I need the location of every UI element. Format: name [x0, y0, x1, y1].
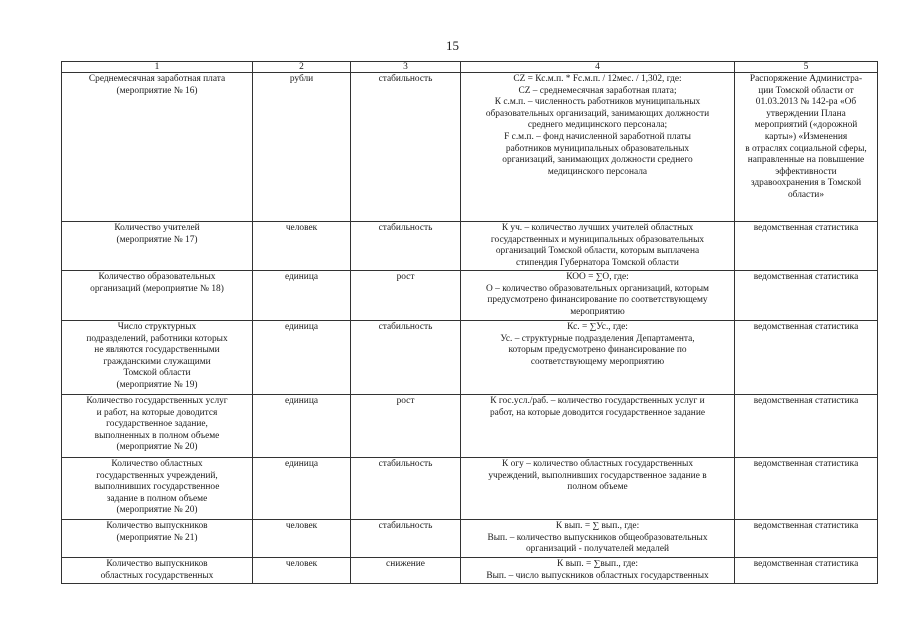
cell-text-line: соответствующему мероприятию	[530, 356, 665, 367]
source-cell	[735, 458, 878, 520]
cell-text-line: утверждении Плана	[766, 108, 846, 119]
source-cell	[735, 395, 878, 458]
method-cell	[461, 520, 735, 558]
cell-text-line: (мероприятие № 19)	[116, 379, 198, 390]
cell-text-line: среднего медицинского персонала;	[527, 120, 668, 131]
cell-text-line: работ, на которые доводится государственное задание	[489, 407, 706, 418]
method-cell	[461, 458, 735, 520]
unit-cell: единица	[253, 395, 351, 458]
page-number: 15	[446, 38, 459, 53]
source-cell	[735, 73, 878, 222]
cell-text-line: ции Томской области от	[758, 85, 854, 96]
column-number-1: 1	[62, 62, 253, 73]
cell-text-line: К вып. = ∑ вып., где:	[555, 521, 640, 531]
cell-text-line: Среднемесячная заработная плата	[88, 74, 226, 84]
table-row	[62, 271, 878, 321]
unit-cell: человек	[253, 558, 351, 584]
method-cell	[461, 321, 735, 395]
source-cell	[735, 222, 878, 271]
indicators-table	[61, 61, 878, 584]
trend-cell: стабильность	[351, 321, 461, 395]
trend-cell: стабильность	[351, 520, 461, 558]
cell-text-line: ведомственная статистика	[753, 559, 859, 569]
cell-text-line: ведомственная статистика	[753, 396, 859, 406]
method-cell	[461, 558, 735, 584]
cell-text-line: Количество областных	[111, 459, 203, 469]
cell-text-line: К уч. – количество лучших учителей областных	[501, 223, 694, 233]
cell-text-line: Количество выпускников	[106, 521, 208, 531]
unit-cell: единица	[253, 458, 351, 520]
unit-cell: единица	[253, 271, 351, 321]
trend-cell: рост	[351, 271, 461, 321]
cell-text-line: Распоряжение Администра-	[749, 74, 863, 84]
cell-text-line: (мероприятие № 20)	[116, 505, 198, 516]
cell-text-line: (мероприятие № 16)	[116, 85, 198, 96]
cell-text-line: карты») «Изменения	[764, 131, 848, 142]
cell-text-line: организаций (мероприятие № 18)	[90, 283, 224, 294]
source-cell	[735, 321, 878, 395]
cell-text-line: предусмотрено финансирование по соответствующему	[487, 295, 708, 306]
source-cell	[735, 558, 878, 584]
indicator-cell	[62, 558, 253, 584]
trend-cell: стабильность	[351, 458, 461, 520]
cell-text-line: CZ = Кс.м.п. * Fс.м.п. / 12мес. / 1,302, где:	[513, 74, 682, 84]
trend-cell: снижение	[351, 558, 461, 584]
table-row	[62, 395, 878, 458]
cell-text-line: К огу – количество областных государственных	[501, 459, 694, 469]
indicator-cell	[62, 520, 253, 558]
cell-text-line: выполненных в полном объеме	[94, 430, 220, 441]
cell-text-line: и работ, на которые доводится	[96, 407, 218, 418]
column-number-5: 5	[735, 62, 878, 73]
cell-text-line: государственных учреждений,	[96, 470, 218, 481]
indicator-cell	[62, 222, 253, 271]
cell-text-line: Количество учителей	[114, 223, 200, 233]
cell-text-line: стипендия Губернатора Томской области	[516, 257, 679, 268]
unit-cell: рубли	[253, 73, 351, 222]
method-cell	[461, 73, 735, 222]
cell-text-line: 01.03.2013 № 142-ра «Об	[755, 97, 857, 108]
cell-text-line: Количество государственных услуг	[86, 396, 228, 406]
table-row	[62, 458, 878, 520]
cell-text-line: Кс. = ∑Ус., где:	[567, 322, 628, 332]
cell-text-line: Ус. – структурные подразделения Департамента,	[500, 333, 695, 344]
cell-text-line: К с.м.п. – численность работников муниципальных	[494, 97, 701, 108]
cell-text-line: работников муниципальных образовательных	[505, 143, 690, 154]
cell-text-line: ведомственная статистика	[753, 459, 859, 469]
cell-text-line: мероприятию	[570, 306, 625, 317]
cell-text-line: организаций, занимающих должности среднего	[502, 155, 693, 166]
cell-text-line: подразделений, работники которых	[86, 333, 228, 344]
cell-text-line: мероприятий («дорожной	[754, 120, 858, 131]
indicator-cell	[62, 321, 253, 395]
cell-text-line: образовательных организаций, занимающих должности	[485, 108, 710, 119]
unit-cell: человек	[253, 520, 351, 558]
source-cell	[735, 520, 878, 558]
cell-text-line: организаций - получателей медалей	[525, 544, 670, 555]
cell-text-line: эффективности	[775, 166, 837, 177]
cell-text-line: направленные на повышение	[747, 155, 865, 166]
cell-text-line: КОО = ∑О, где:	[566, 272, 629, 282]
cell-text-line: учреждений, выполнивших государственное задание в	[488, 470, 707, 481]
cell-text-line: ведомственная статистика	[753, 322, 859, 332]
table-row	[62, 558, 878, 584]
cell-text-line: Вып. – число выпускников областных государственных	[486, 570, 709, 581]
cell-text-line: задание в полном объеме	[106, 493, 208, 504]
column-number-4: 4	[461, 62, 735, 73]
indicator-cell	[62, 271, 253, 321]
cell-text-line: ведомственная статистика	[753, 521, 859, 531]
table-header-row	[62, 62, 878, 73]
unit-cell: человек	[253, 222, 351, 271]
indicator-cell	[62, 395, 253, 458]
cell-text-line: ведомственная статистика	[753, 272, 859, 282]
cell-text-line: гражданскими служащими	[103, 356, 211, 367]
cell-text-line: государственное задание,	[106, 419, 208, 430]
indicator-cell	[62, 73, 253, 222]
cell-text-line: организаций Томской области, которым выплачена	[495, 246, 700, 257]
cell-text-line: областных государственных	[100, 570, 214, 581]
cell-text-line: которым предусмотрено финансирование по	[508, 345, 687, 356]
cell-text-line: Количество образовательных	[98, 272, 216, 282]
indicator-cell	[62, 458, 253, 520]
cell-text-line: CZ – среднемесячная заработная плата;	[518, 85, 677, 96]
cell-text-line: Количество выпускников	[106, 559, 208, 569]
cell-text-line: К гос.усл./раб. – количество государственных услуг и	[490, 396, 705, 406]
cell-text-line: не являются государственными	[94, 345, 220, 356]
cell-text-line: полном объеме	[567, 482, 628, 493]
method-cell	[461, 395, 735, 458]
unit-cell: единица	[253, 321, 351, 395]
cell-text-line: государственных и муниципальных образовательных	[490, 234, 705, 245]
cell-text-line: ведомственная статистика	[753, 223, 859, 233]
cell-text-line: Число структурных	[117, 322, 197, 332]
trend-cell: стабильность	[351, 222, 461, 271]
cell-text-line: Томской области	[123, 368, 191, 379]
trend-cell: рост	[351, 395, 461, 458]
table-row	[62, 520, 878, 558]
column-number-2: 2	[253, 62, 351, 73]
cell-text-line: выполнивших государственное	[94, 482, 220, 493]
method-cell	[461, 271, 735, 321]
table-row	[62, 222, 878, 271]
cell-text-line: (мероприятие № 21)	[116, 532, 198, 543]
column-number-3: 3	[351, 62, 461, 73]
cell-text-line: здравоохранения в Томской	[750, 178, 862, 189]
source-cell	[735, 271, 878, 321]
cell-text-line: (мероприятие № 20)	[116, 442, 198, 453]
cell-text-line: Вып. – количество выпускников общеобразовательных	[487, 532, 708, 543]
cell-text-line: К вып. = ∑вып., где:	[556, 559, 639, 569]
cell-text-line: в отраслях социальной сферы,	[745, 143, 867, 154]
trend-cell: стабильность	[351, 73, 461, 222]
table-row	[62, 73, 878, 222]
cell-text-line: медицинского персонала	[547, 166, 648, 177]
cell-text-line: О – количество образовательных организаций, которым	[486, 283, 709, 294]
cell-text-line: F с.м.п. – фонд начисленной заработной платы	[504, 131, 691, 142]
table-row	[62, 321, 878, 395]
cell-text-line: области»	[787, 189, 825, 200]
cell-text-line: (мероприятие № 17)	[116, 234, 198, 245]
method-cell	[461, 222, 735, 271]
